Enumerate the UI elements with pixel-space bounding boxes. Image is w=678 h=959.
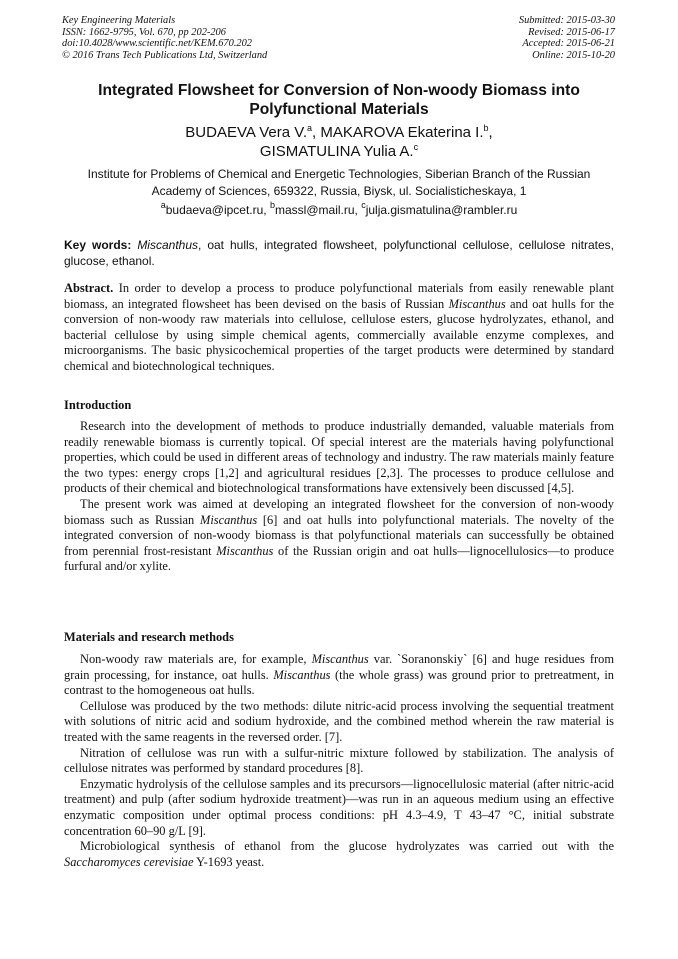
methods-heading: Materials and research methods (64, 630, 234, 644)
methods-p1-text-3: (the whole grass) was ground prior to pretreatment, in contrast to the homogeneous oat hulls. (64, 667, 614, 698)
email-2[interactable]: massl@mail.ru, (275, 203, 358, 217)
intro-p2-italic-2: Miscanthus (216, 543, 274, 558)
methods-paragraph-4: Enzymatic hydrolysis of the cellulose samples and its precursors—lignocellulosic material (after nitric-acid treatment) and pulp (after sodium hydroxide treatment)—was run in an aqueous medium using an effective enzymatic composition under optimal process conditions: pH 4.3–4.9, T 43–47 °C, initial substrate concentration 60–90 g/L [9]. (64, 776, 614, 838)
author-2-marker: b (483, 123, 489, 133)
keyword-miscanthus: Miscanthus (137, 238, 199, 252)
intro-p2-text-1: The present work was aimed at developing an integrated flowsheet for the conversion of non-woody biomass such as Russian (64, 496, 614, 527)
methods-paragraph-1 (64, 652, 614, 699)
journal-doi[interactable]: doi:10.4028/www.scientific.net/KEM.670.202 (62, 38, 252, 50)
abstract-text-1: In order to develop a process to produce polyfunctional materials from easily renewable plant biomass, an integrated flowsheet has been devised on the basis of Russian (64, 281, 614, 311)
email-2-marker: b (269, 200, 275, 210)
methods-p1-italic-1: Miscanthus (311, 652, 369, 666)
email-3-marker: c (361, 200, 366, 210)
author-3: GISMATULINA Yulia A. (259, 142, 414, 160)
intro-p2-text-2: [6] and oat hulls into polyfunctional materials. The novelty of the integrated conversion of non-woody biomass is that polyfunctional materials can successfully be obtained from perennial frost-resistant (64, 512, 615, 558)
intro-paragraph-1: Research into the development of methods to produce industrially demanded, valuable materials from readily renewable biomass is currently topical. Of special interest are the materials having polyfunctional properties, which could be used in different areas of technology and industry. The raw materials mainly feature the two types: energy crops [1,2] and agricultural residues [2,3]. The processes to produce cellulose and products of their chemical and biotechnological transformations have extensively been discussed [4,5]. (64, 419, 614, 496)
intro-p2-text-3: of the Russian origin and oat hulls—lignocellulosics—to produce furfural and/or xylite. (64, 543, 614, 574)
methods-p1-italic-2: Miscanthus (273, 667, 331, 682)
abstract (64, 281, 614, 375)
methods-body (64, 652, 614, 870)
intro-paragraph-2 (64, 497, 614, 575)
date-revised: Revised: 2015-06-17 (528, 26, 615, 38)
date-accepted: Accepted: 2015-06-21 (522, 38, 615, 50)
email-3[interactable]: julja.gismatulina@rambler.ru (365, 203, 518, 217)
author-1-marker: a (307, 123, 313, 133)
keywords-label: Key words: (64, 238, 132, 252)
methods-p5-italic-1: Saccharomyces cerevisiae (64, 854, 194, 869)
journal-issn: ISSN: 1662-9795, Vol. 670, pp 202-206 (62, 26, 226, 38)
author-list: BUDAEVA Vera V.$^a$, MAKAROVA Ekaterina I.$^b$, GISMATULINA Yulia A.$^c$ (185, 123, 493, 160)
author-2: MAKAROVA Ekaterina I. (320, 124, 484, 141)
journal-copyright: © 2016 Trans Tech Publications Ltd, Switzerland (62, 49, 268, 61)
methods-paragraph-3: Nitration of cellulose was run with a sulfur-nitric mixture followed by stabilization. The analysis of cellulose nitrates was performed by standard procedures [8]. (64, 745, 614, 776)
introduction-heading: Introduction (64, 398, 132, 412)
methods-paragraph-5 (64, 839, 614, 870)
methods-paragraph-2: Cellulose was produced by the two methods: dilute nitric-acid process involving the sequential treatment with solutions of nitric acid and sodium hydroxide, and the combined method wherein the raw material is treated with the same reagents in the reversed order. [7]. (64, 698, 614, 744)
methods-p1-text-2: var. `Soranonskiy` [6] and huge residues from grain processing, for instance, oat hulls. (64, 652, 614, 682)
methods-p5-text-1: Microbiological synthesis of ethanol from the glucose hydrolyzates was carried out with the (80, 839, 614, 854)
author-emails (62, 200, 616, 218)
journal-name: Key Engineering Materials (62, 15, 176, 26)
date-submitted: Submitted: 2015-03-30 (518, 15, 615, 26)
submission-dates (519, 15, 615, 61)
paper-title: Integrated Flowsheet for Conversion of Non-woody Biomass into Polyfunctional Materials (98, 82, 580, 118)
affiliation: Institute for Problems of Chemical and Energetic Technologies, Siberian Branch of the Russian Academy of Sciences, 659322, Russia, Biysk, ul. Socialisticheskaya, 1 (87, 167, 591, 198)
abstract-text-2: and oat hulls for the conversion of non-woody raw materials into cellulose, cellulose esters, glucose hydrolyzates, ethanol, and bacterial cellulose by using simple chemical agents, commercially available enzyme complexes, and microorganisms. The basic physicochemical properties of the target products were determined by standard chemical and biotechnological techniques. (64, 296, 615, 373)
keywords (64, 238, 614, 269)
intro-p2-italic-1: Miscanthus (200, 512, 258, 527)
email-1[interactable]: budaeva@ipcet.ru, (165, 203, 267, 217)
introduction-body (64, 419, 614, 575)
author-3-marker: c (413, 141, 419, 152)
methods-p5-text-2: Y-1693 yeast. (193, 854, 265, 869)
keywords-rest: , oat hulls, integrated flowsheet, polyfunctional cellulose, cellulose nitrates, glucose, ethanol. (64, 238, 614, 268)
journal-info (62, 15, 267, 61)
email-1-marker: a (160, 200, 166, 210)
methods-p1-text-1: Non-woody raw materials are, for example, (80, 652, 312, 666)
date-online: Online: 2015-10-20 (532, 49, 615, 61)
author-1: BUDAEVA Vera V. (185, 124, 308, 141)
abstract-italic-1: Miscanthus (448, 296, 506, 311)
abstract-label: Abstract. (64, 281, 114, 295)
